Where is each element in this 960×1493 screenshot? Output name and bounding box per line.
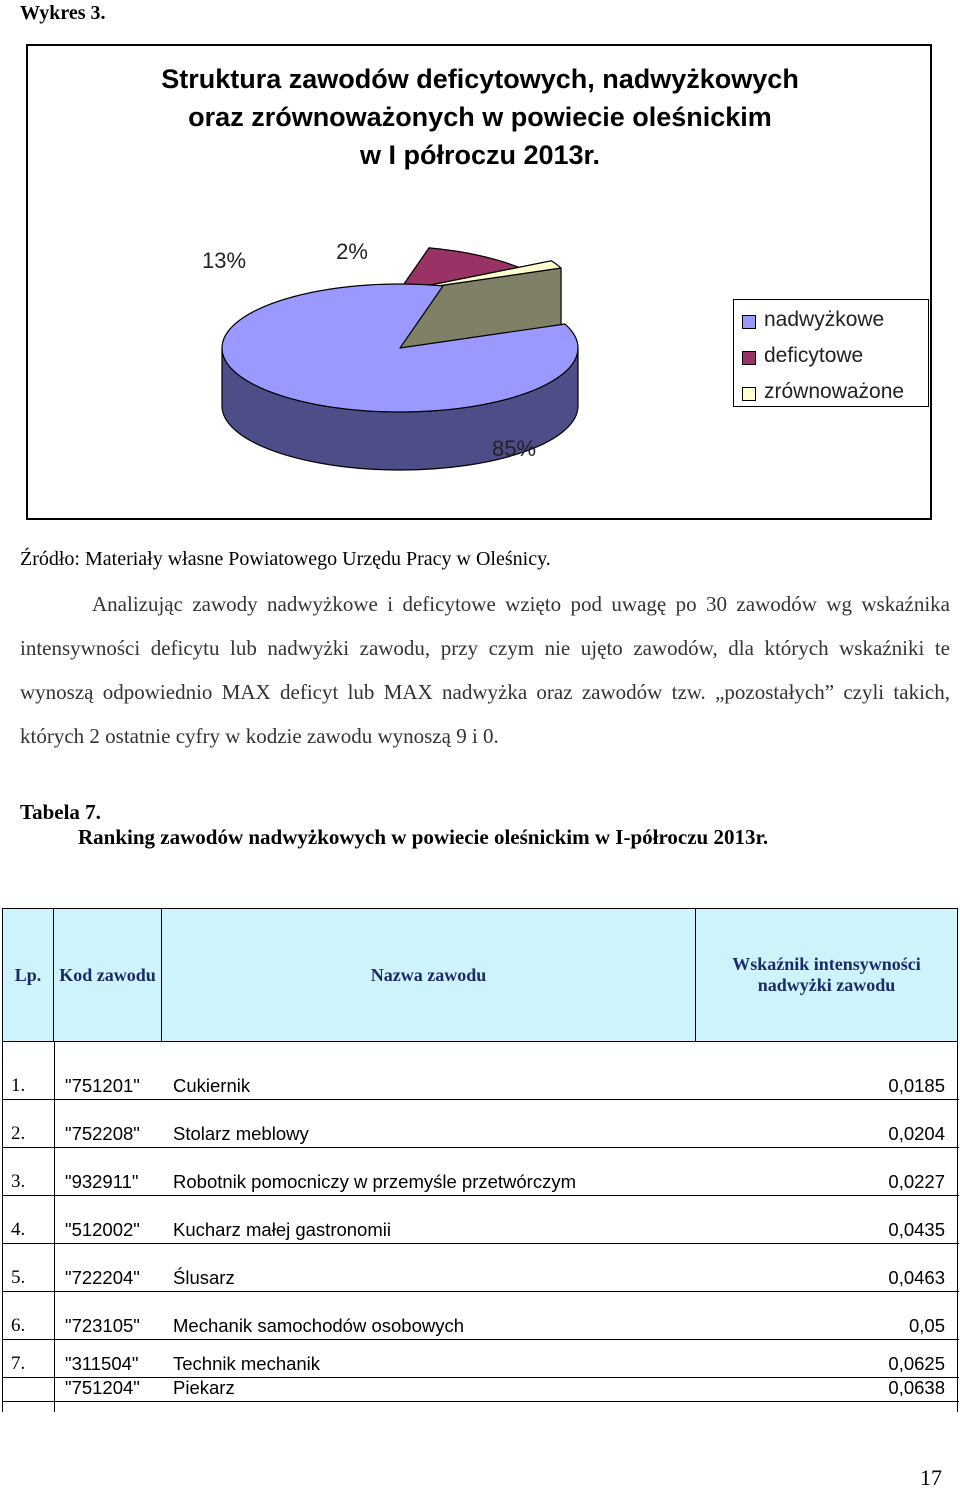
legend-label-deficytowe: deficytowe (764, 344, 864, 367)
source-note: Źródło: Materiały własne Powiatowego Urzędu Pracy w Oleśnicy. (20, 548, 551, 570)
table-title: Ranking zawodów nadwyżkowych w powiecie oleśnickim w I-półroczu 2013r. (78, 825, 769, 849)
cell-nazwa: Kucharz małej gastronomii (173, 1219, 391, 1240)
column-divider (54, 1042, 55, 1412)
chart-title-line-3: w I półroczu 2013r. (359, 140, 601, 170)
header-wskaznik: Wskaźnik intensywności nadwyżki zawodu (732, 954, 921, 995)
cell-kod: "932911" (65, 1171, 139, 1192)
cell-lp: 4. (11, 1219, 26, 1240)
cell-lp: 7. (11, 1353, 26, 1374)
cell-lp: 6. (11, 1315, 26, 1336)
cell-lp: 2. (11, 1123, 26, 1144)
cell-nazwa: Mechanik samochodów osobowych (173, 1315, 465, 1336)
cell-wskaznik: 0,05 (908, 1315, 945, 1336)
table-row (3, 1100, 959, 1148)
cell-kod: "722204" (65, 1267, 140, 1288)
table-row (3, 1378, 959, 1402)
table-label: Tabela 7. (20, 800, 101, 824)
cell-nazwa: Cukiernik (173, 1075, 251, 1096)
cell-nazwa: Ślusarz (173, 1267, 235, 1288)
legend-swatch-deficytowe (742, 351, 756, 365)
cell-kod: "512002" (65, 1219, 140, 1240)
table-row (3, 1148, 959, 1196)
header-kod-zawodu: Kod zawodu (54, 909, 162, 1041)
cell-kod: "751204" (65, 1377, 140, 1398)
table-row (3, 1052, 959, 1100)
cell-nazwa: Stolarz meblowy (173, 1123, 309, 1144)
label-pct-nadwyzkowe: 85% (491, 436, 537, 461)
figure-label: Wykres 3. (20, 2, 106, 24)
legend-swatch-zrownowazone (742, 387, 756, 401)
cell-wskaznik: 0,0625 (888, 1353, 945, 1374)
cell-wskaznik: 0,0185 (888, 1075, 945, 1096)
chart-legend (733, 299, 929, 407)
header-lp: Lp. (3, 909, 54, 1041)
cell-nazwa: Technik mechanik (173, 1353, 321, 1374)
cell-wskaznik: 0,0638 (888, 1377, 945, 1398)
cell-kod: "752208" (65, 1123, 140, 1144)
pie-chart (0, 0, 960, 540)
cell-wskaznik: 0,0227 (888, 1171, 945, 1192)
cell-nazwa: Piekarz (173, 1377, 235, 1398)
cell-wskaznik: 0,0204 (888, 1123, 945, 1144)
cell-kod: "751201" (65, 1075, 140, 1096)
body-paragraph (20, 582, 950, 758)
cell-kod: "723105" (65, 1315, 140, 1336)
chart-title-line-1: Struktura zawodów deficytowych, nadwyżkowych (161, 64, 799, 94)
page-number: 17 (920, 1465, 942, 1490)
cell-wskaznik: 0,0435 (888, 1219, 945, 1240)
chart-title-line-2: oraz zrównoważonych w powiecie oleśnickim (188, 102, 772, 132)
table-row (3, 1340, 959, 1378)
paragraph-text: Analizując zawody nadwyżkowe i deficytowe wzięto pod uwagę po 30 zawodów wg wskaźnika intensywności deficytu lub nadwyżki zawodu, przy czym nie ujęto zawodów, dla których wskaźniki te wynoszą odpowiednio MAX deficyt lub MAX nadwyżka oraz zawodów tzw. „pozostałych” czyli takich, których 2 ostatnie cyfry w kodzie zawodu wynoszą 9 i 0. (20, 592, 950, 748)
table-header (2, 908, 958, 1042)
cell-kod: "311504" (65, 1353, 139, 1374)
cell-lp: 1. (11, 1075, 26, 1096)
table-row (3, 1196, 959, 1244)
table-row (3, 1244, 959, 1292)
label-pct-deficytowe: 13% (201, 248, 247, 273)
legend-label-zrownowazone: zrównoważone (764, 380, 905, 403)
legend-label-nadwyzkowe: nadwyżkowe (764, 308, 885, 331)
cell-nazwa: Robotnik pomocniczy w przemyśle przetwórczym (173, 1171, 577, 1192)
cell-lp: 5. (11, 1267, 26, 1288)
cell-lp: 3. (11, 1171, 26, 1192)
legend-swatch-nadwyzkowe (742, 315, 756, 329)
cell-wskaznik: 0,0463 (888, 1267, 945, 1288)
table-body (2, 1042, 958, 1412)
table-row (3, 1292, 959, 1340)
header-nazwa-zawodu: Nazwa zawodu (162, 909, 696, 1041)
label-pct-zrownowazone: 2% (336, 239, 368, 264)
